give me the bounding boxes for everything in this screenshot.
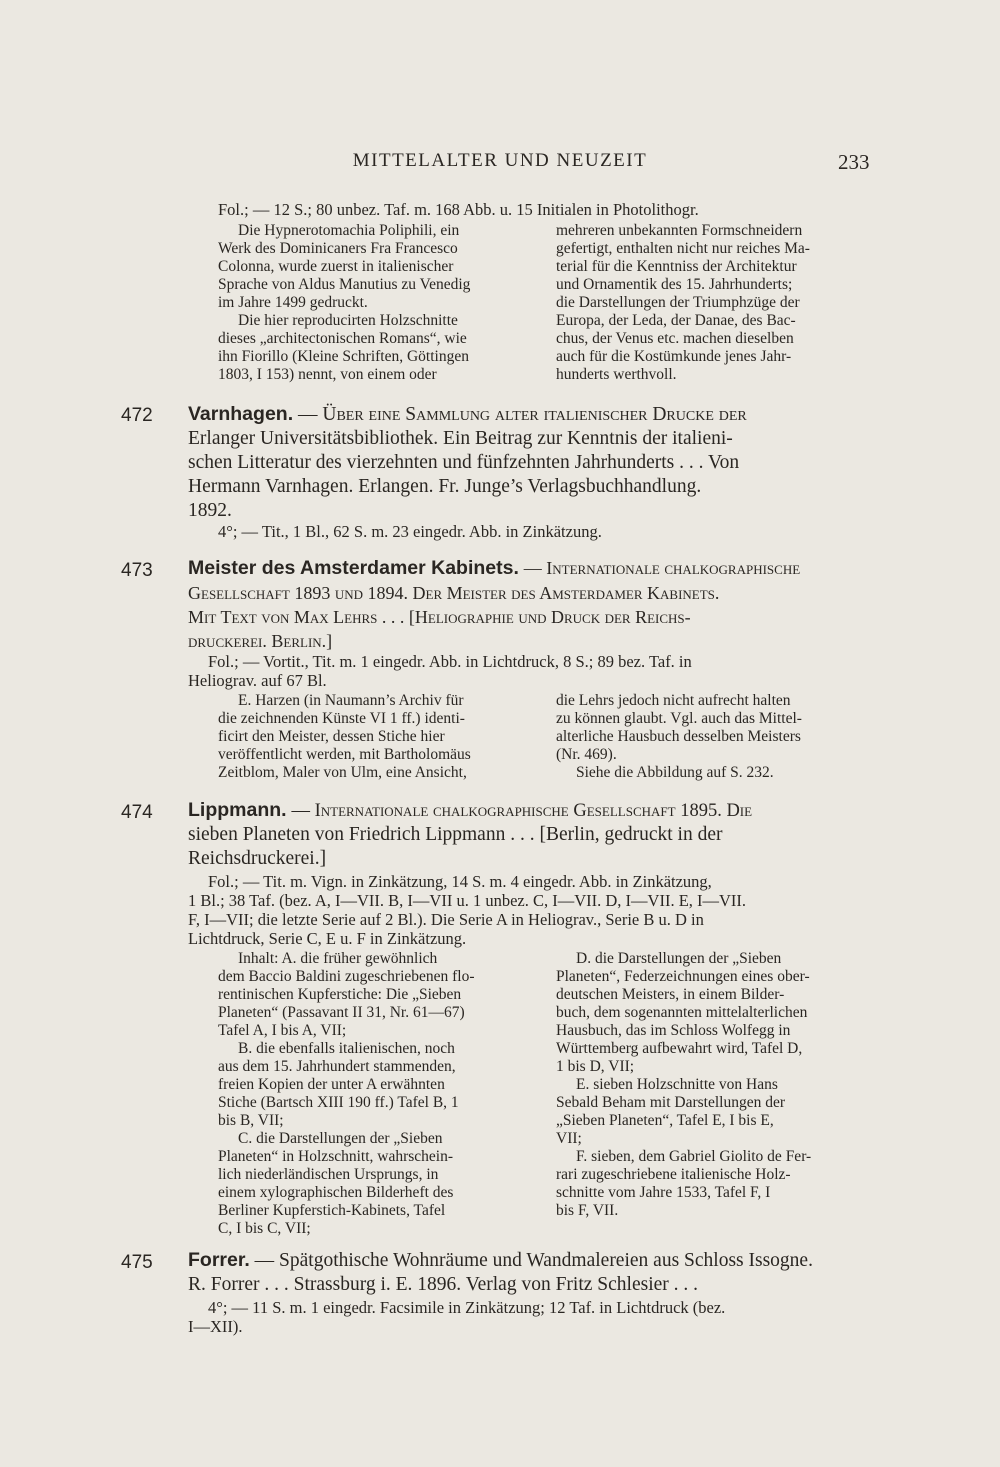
- entry-474-collation: Fol.; — Tit. m. Vign. in Zinkätzung, 14 S. m. 4 eingedr. Abb. in Zinkätzung, 1 Bl.; 38 Taf. (bez. A, I—VII. B, I—VII u. 1 unbez. C, I—VII. D, I—VII. E, I—VII. F, I—VII; die letzte Serie auf 2 Bl.). Die Serie A in Heliograv., Serie B u. D in Lichtdruck, Serie C, E u. F in Zinkätzung.: [188, 872, 747, 948]
- entry-474: [188, 798, 878, 871]
- entry-475-title-line: Forrer. — Spätgothische Wohnräume und Wandmalereien aus Schloss Issogne.: [188, 1249, 813, 1271]
- column-line: Planeten“ in Holzschnitt, wahrschein-: [218, 1148, 454, 1165]
- entry-472-title-line: Hermann Varnhagen. Erlangen. Fr. Junge’s Verlagsbuchhandlung.: [188, 476, 702, 497]
- entry-474-title-line: sieben Planeten von Friedrich Lippmann . . . [Berlin, gedruckt in der: [188, 824, 723, 845]
- entry-472-title-line: schen Litteratur des vierzehnten und fünfzehnten Jahrhunderts . . . Von: [188, 452, 740, 473]
- entry-473-right-column: [556, 692, 874, 782]
- column-line: Werk des Dominicaners Fra Francesco: [218, 240, 458, 257]
- entry-474-left-column: [218, 950, 536, 1238]
- column-line: chus, der Venus etc. machen dieselben: [556, 330, 794, 347]
- entry-473: [188, 556, 878, 653]
- entry-474-title-line: Lippmann. — Internationale chalkographische Gesellschaft 1895. Die: [188, 799, 753, 821]
- column-line: Zeitblom, Maler von Ulm, eine Ansicht,: [218, 764, 467, 781]
- column-line: die Lehrs jedoch nicht aufrecht halten: [556, 692, 791, 709]
- column-line: Colonna, wurde zuerst in italienischer: [218, 258, 454, 275]
- column-line: B. die ebenfalls italienischen, noch: [238, 1040, 455, 1057]
- entry-473-left-column: [218, 692, 536, 782]
- column-line: F. sieben, dem Gabriel Giolito de Fer-: [576, 1148, 812, 1165]
- entry-475-author: Forrer.: [188, 1249, 250, 1271]
- column-line: Siehe die Abbildung auf S. 232.: [576, 764, 774, 781]
- entry-472-collation: 4°; — Tit., 1 Bl., 62 S. m. 23 eingedr. Abb. in Zinkätzung.: [218, 522, 602, 541]
- intro-collation: Fol.; — 12 S.; 80 unbez. Taf. m. 168 Abb. u. 15 Initialen in Photolithogr.: [218, 200, 699, 219]
- column-line: auch für die Kostümkunde jenes Jahr-: [556, 348, 792, 365]
- column-line: 1 bis D, VII;: [556, 1058, 635, 1075]
- entry-472-title-line: 1892.: [188, 500, 232, 521]
- column-line: C. die Darstellungen der „Sieben: [238, 1130, 443, 1147]
- column-line: dem Baccio Baldini zugeschriebenen flo-: [218, 968, 475, 985]
- column-line: einem xylographischen Bilderheft des: [218, 1184, 454, 1201]
- entry-472: [188, 402, 878, 523]
- intro-left-column: [218, 222, 536, 384]
- column-line: und Ornamentik des 15. Jahrhunderts;: [556, 276, 793, 293]
- entry-473-title-line: druckerei. Berlin.]: [188, 631, 333, 651]
- entry-474-title-line: Reichsdruckerei.]: [188, 848, 327, 869]
- column-line: gefertigt, enthalten nicht nur reiches Ma-: [556, 240, 810, 257]
- entry-475-collation: 4°; — 11 S. m. 1 eingedr. Facsimile in Zinkätzung; 12 Taf. in Lichtdruck (bez. I—XII).: [188, 1298, 726, 1336]
- entry-number-472: 472: [121, 405, 153, 426]
- column-line: VII;: [556, 1130, 582, 1147]
- column-line: Tafel A, I bis A, VII;: [218, 1022, 347, 1039]
- column-line: bis F, VII.: [556, 1202, 619, 1219]
- column-line: dieses „architectonischen Romans“, wie: [218, 330, 467, 347]
- column-line: 1803, I 153) nennt, von einem oder: [218, 366, 437, 383]
- column-line: Inhalt: A. die früher gewöhnlich: [238, 950, 438, 967]
- column-line: D. die Darstellungen der „Sieben: [576, 950, 782, 967]
- column-line: Hausbuch, das im Schloss Wolfegg in: [556, 1022, 791, 1039]
- entry-475-title-line: R. Forrer . . . Strassburg i. E. 1896. Verlag von Fritz Schlesier . . .: [188, 1274, 699, 1295]
- column-line: Die Hypnerotomachia Poliphili, ein: [238, 222, 460, 239]
- entry-number-473: 473: [121, 560, 153, 581]
- page-number: 233: [838, 150, 870, 174]
- entry-472-author: Varnhagen.: [188, 403, 294, 425]
- column-line: alterliche Hausbuch desselben Meisters: [556, 728, 801, 745]
- column-line: zu können glaubt. Vgl. auch das Mittel-: [556, 710, 802, 727]
- column-line: Sebald Beham mit Darstellungen der: [556, 1094, 785, 1111]
- column-line: schnitte vom Jahre 1533, Tafel F, I: [556, 1184, 771, 1201]
- entry-473-title-line: Meister des Amsterdamer Kabinets. — Internationale chalkographische: [188, 557, 801, 579]
- running-head: MITTELALTER UND NEUZEIT: [352, 150, 648, 171]
- column-line: im Jahre 1499 gedruckt.: [218, 294, 368, 311]
- column-line: hunderts werthvoll.: [556, 366, 677, 383]
- entry-number-475: 475: [121, 1252, 153, 1273]
- entry-473-title-line: Mit Text von Max Lehrs . . . [Heliographie und Druck der Reichs-: [188, 607, 691, 627]
- column-line: veröffentlicht werden, mit Bartholomäus: [218, 746, 471, 763]
- column-line: Württemberg aufbewahrt wird, Tafel D,: [556, 1040, 803, 1057]
- column-line: lich niederländischen Ursprungs, in: [218, 1166, 439, 1183]
- column-line: ihn Fiorillo (Kleine Schriften, Göttingen: [218, 348, 469, 365]
- entry-number-474: 474: [121, 802, 153, 823]
- column-line: buch, dem sogenannten mittelalterlichen: [556, 1004, 808, 1021]
- column-line: ficirt den Meister, dessen Stiche hier: [218, 728, 445, 745]
- column-line: Stiche (Bartsch XIII 190 ff.) Tafel B, 1: [218, 1094, 459, 1111]
- entry-473-title-line: Gesellschaft 1893 und 1894. Der Meister des Amsterdamer Kabinets.: [188, 583, 720, 603]
- entry-474-author: Lippmann.: [188, 799, 287, 821]
- column-line: deutschen Meisters, in einem Bilder-: [556, 986, 785, 1003]
- entry-472-title-line: Erlanger Universitätsbibliothek. Ein Beitrag zur Kenntnis der italieni-: [188, 428, 733, 449]
- column-line: Planeten“, Federzeichnungen eines ober-: [556, 968, 810, 985]
- entry-474-right-column: [556, 950, 874, 1220]
- entry-473-collation: Fol.; — Vortit., Tit. m. 1 eingedr. Abb. in Lichtdruck, 8 S.; 89 bez. Taf. in Heliograv. auf 67 Bl.: [188, 652, 692, 690]
- entry-473-author: Meister des Amsterdamer Kabinets.: [188, 557, 519, 579]
- column-line: rari zugeschriebene italienische Holz-: [556, 1166, 791, 1183]
- column-line: freien Kopien der unter A erwähnten: [218, 1076, 445, 1093]
- entry-472-title-line: Varnhagen. — Über eine Sammlung alter italienischer Drucke der: [188, 403, 747, 425]
- column-line: Planeten“ (Passavant II 31, Nr. 61—67): [218, 1004, 465, 1021]
- column-line: Europa, der Leda, der Danae, des Bac-: [556, 312, 796, 329]
- column-line: die zeichnenden Künste VI 1 ff.) identi-: [218, 710, 465, 727]
- column-line: bis B, VII;: [218, 1112, 284, 1129]
- column-line: C, I bis C, VII;: [218, 1220, 311, 1237]
- column-line: Sprache von Aldus Manutius zu Venedig: [218, 276, 471, 293]
- column-line: „Sieben Planeten“, Tafel E, I bis E,: [556, 1112, 774, 1129]
- column-line: E. sieben Holzschnitte von Hans: [576, 1076, 778, 1093]
- column-line: mehreren unbekannten Formschneidern: [556, 222, 803, 239]
- column-line: Die hier reproducirten Holzschnitte: [238, 312, 458, 329]
- column-line: Berliner Kupferstich-Kabinets, Tafel: [218, 1202, 446, 1219]
- entry-475: [188, 1248, 878, 1297]
- column-line: die Darstellungen der Triumphzüge der: [556, 294, 800, 311]
- column-line: rentinischen Kupferstiche: Die „Sieben: [218, 986, 462, 1003]
- column-line: aus dem 15. Jahrhundert stammenden,: [218, 1058, 456, 1075]
- intro-right-column: [556, 222, 874, 384]
- column-line: E. Harzen (in Naumann’s Archiv für: [238, 692, 464, 709]
- column-line: terial für die Kenntniss der Architektur: [556, 258, 797, 275]
- column-line: (Nr. 469).: [556, 746, 617, 763]
